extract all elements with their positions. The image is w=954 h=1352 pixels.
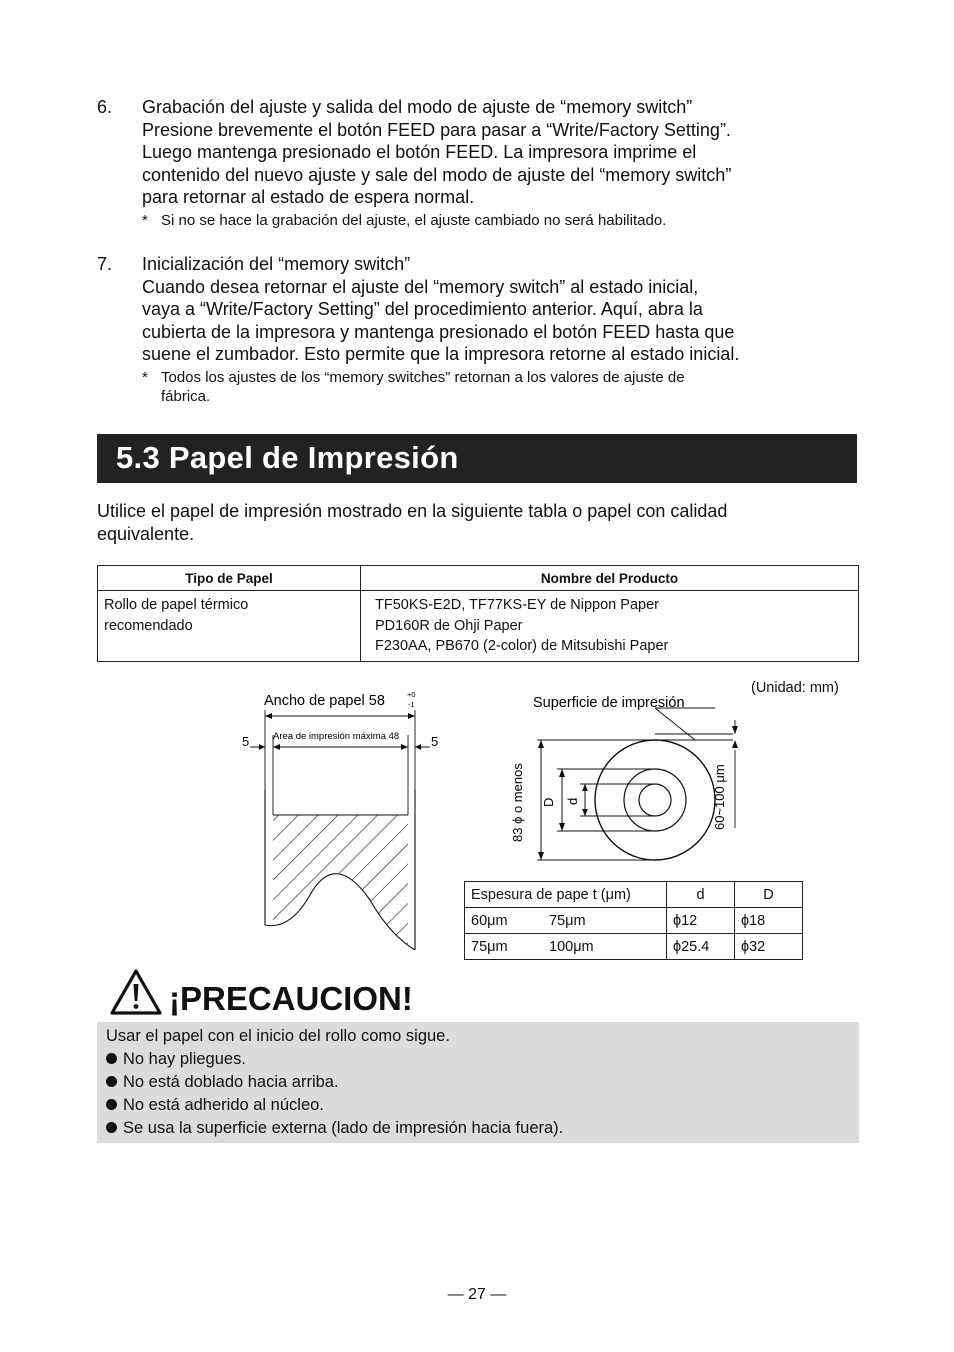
bullet-icon: [106, 1076, 117, 1087]
note-text: Si no se hace la grabación del ajuste, el ajuste cambiado no será habilitado.: [161, 211, 667, 229]
table-header: Nombre del Producto: [361, 566, 859, 591]
table-header: Espesura de pape t (μm): [465, 882, 667, 908]
table-cell: ϕ18: [735, 908, 803, 934]
paper-width-diagram: [230, 685, 450, 950]
item-text-line: suene el zumbador. Esto permite que la impresora retorne al estado inicial.: [142, 344, 740, 365]
table-cell: ϕ25.4: [667, 934, 735, 960]
list-item: [106, 1094, 859, 1117]
paper-width-label: Ancho de papel 58: [264, 693, 385, 709]
tolerance-minus: -1: [408, 700, 415, 709]
intro-line: Utilice el papel de impresión mostrado en la siguiente tabla o papel con calidad: [97, 501, 728, 521]
thickness-label: 60~100 μm: [712, 764, 727, 830]
item-text-line: vaya a “Write/Factory Setting” del procedimiento anterior. Aquí, abra la: [142, 299, 703, 320]
core-D-label: D: [541, 797, 556, 807]
table-header: Tipo de Papel: [98, 566, 361, 591]
core-d-label: d: [565, 797, 580, 805]
note-text: Todos los ajustes de los “memory switches” retornan a los valores de ajuste de: [161, 368, 685, 386]
table-cell: ϕ32: [735, 934, 803, 960]
table-cell-products: [361, 591, 859, 662]
paper-roll-diagram: [505, 690, 765, 870]
cell-line: recomendado: [104, 617, 193, 634]
margin-left-label: 5: [242, 734, 250, 749]
caution-title: ¡PRECAUCION!: [169, 980, 413, 1017]
table-row: [465, 908, 803, 934]
item-note: [142, 368, 857, 406]
item-text-line: Cuando desea retornar el ajuste del “memory switch” al estado inicial,: [142, 276, 699, 297]
bullet-text: No hay pliegues.: [123, 1050, 246, 1068]
roll-core-inner: [639, 784, 671, 816]
note-marker: *: [142, 368, 148, 386]
margin-right-label: 5: [431, 734, 439, 749]
roll-core-outer: [624, 769, 686, 831]
note-text: fábrica.: [161, 387, 211, 405]
item-text-line: Presione brevemente el botón FEED para pasar a “Write/Factory Setting”.: [142, 119, 731, 140]
roll-spec-table: [464, 881, 803, 960]
bullet-text: No está doblado hacia arriba.: [123, 1073, 339, 1091]
table-row: [465, 934, 803, 960]
print-area-hatch: [273, 815, 408, 950]
table-cell: ϕ12: [667, 908, 735, 934]
item-text-line: Luego mantenga presionado el botón FEED. La impresora imprime el: [142, 142, 697, 163]
table-header-row: [465, 882, 803, 908]
print-area-label: Area de impresión máxima 48: [273, 731, 400, 742]
page-number: — 27 —: [447, 1286, 507, 1303]
cell-line: F230AA, PB670 (2-color) de Mitsubishi Paper: [375, 638, 669, 655]
table-cell: 60μm: [465, 908, 544, 934]
section-title: 5.3 Papel de Impresión: [116, 440, 459, 475]
table-header: d: [667, 882, 735, 908]
intro-line: equivalente.: [97, 523, 195, 544]
caution-intro: Usar el papel con el inicio del rollo como sigue.: [106, 1027, 450, 1045]
tolerance-plus: +0: [407, 690, 416, 699]
bullet-text: No está adherido al núcleo.: [123, 1096, 324, 1114]
table-row: [98, 591, 859, 662]
cell-line: TF50KS-E2D, TF77KS-EY de Nippon Paper: [375, 597, 659, 613]
note-marker: *: [142, 211, 148, 229]
bullet-icon: [106, 1122, 117, 1133]
bullet-text: Se usa la superficie externa (lado de impresión hacia fuera).: [123, 1119, 564, 1137]
table-header: D: [735, 882, 803, 908]
item-body: [142, 96, 857, 209]
table-cell: 75μm: [543, 908, 667, 934]
list-item-7: [97, 253, 857, 406]
bullet-icon: [106, 1053, 117, 1064]
unit-label: (Unidad: mm): [751, 680, 839, 696]
item-number: 7.: [97, 254, 113, 274]
list-item-6: [97, 96, 857, 230]
paper-table: [97, 565, 859, 662]
table-cell-type: [98, 591, 361, 662]
item-note: [142, 211, 857, 230]
table-cell: 100μm: [543, 934, 667, 960]
item-number: 6.: [97, 97, 113, 117]
item-heading: Inicialización del “memory switch”: [142, 254, 411, 274]
table-cell: 75μm: [465, 934, 544, 960]
section-heading-bar: [97, 434, 857, 483]
outer-diameter-label: 83 ϕ o menos: [510, 763, 525, 842]
list-item: [106, 1117, 859, 1140]
list-item: [106, 1071, 859, 1094]
item-text-line: cubierta de la impresora y mantenga presionado el botón FEED hasta que: [142, 321, 735, 342]
intro-paragraph: [97, 500, 857, 545]
cell-line: PD160R de Ohji Paper: [375, 617, 523, 634]
list-item: [106, 1048, 859, 1071]
warning-icon: [110, 968, 162, 1016]
item-text-line: contenido del nuevo ajuste y sale del modo de ajuste del “memory switch”: [142, 164, 732, 185]
item-heading: Grabación del ajuste y salida del modo de ajuste de “memory switch”: [142, 97, 693, 117]
roll-outer-circle: [595, 740, 715, 860]
item-text-line: para retornar al estado de espera normal.: [142, 187, 475, 208]
item-body: [142, 253, 857, 366]
cell-line: Rollo de papel térmico: [104, 597, 249, 613]
print-surface-label: Superficie de impresión: [533, 695, 685, 711]
table-header-row: [98, 566, 859, 591]
caution-box: [97, 1022, 859, 1143]
bullet-icon: [106, 1099, 117, 1110]
